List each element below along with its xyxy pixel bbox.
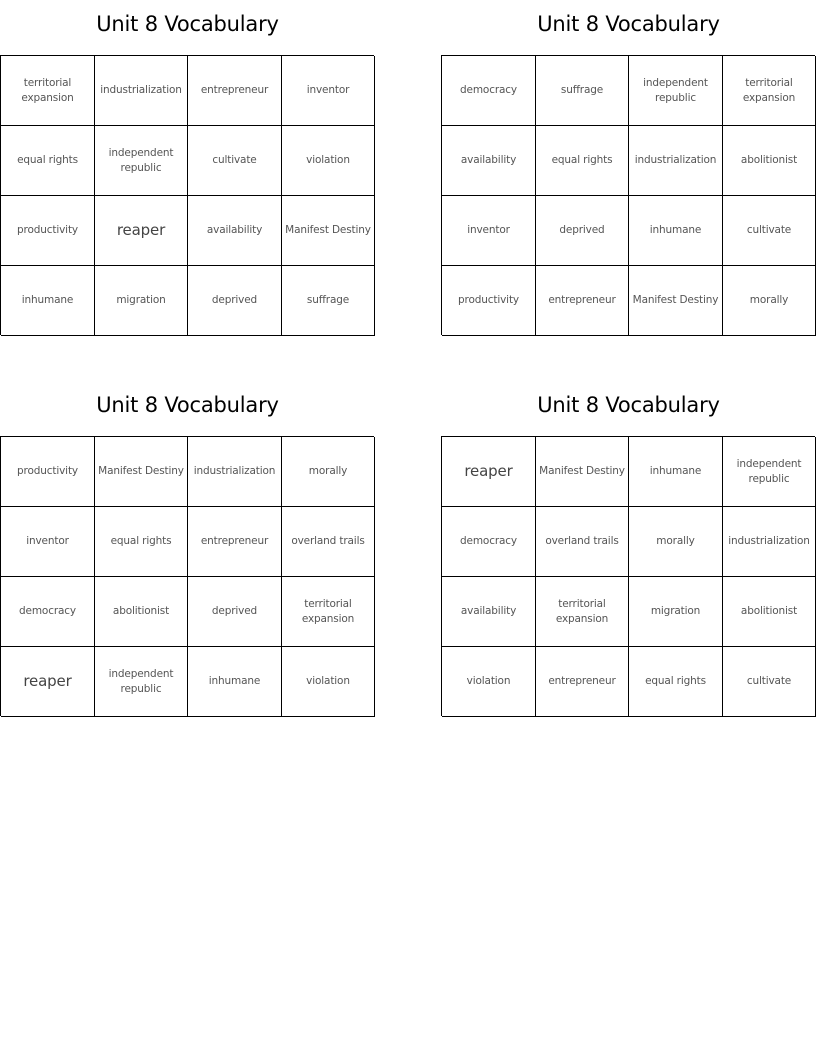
grid-cell: Manifest Destiny xyxy=(95,437,188,507)
grid-cell: migration xyxy=(95,266,188,336)
grid-cell: industrialization xyxy=(723,507,816,577)
grid-cell: availability xyxy=(442,126,536,196)
grid-cell: productivity xyxy=(442,266,536,336)
grid-cell-free-word: reaper xyxy=(1,647,95,717)
grid-cell: territorial expansion xyxy=(1,56,95,126)
grid-cell: democracy xyxy=(1,577,95,647)
grid-cell: industrialization xyxy=(188,437,282,507)
grid-cell: cultivate xyxy=(723,196,816,266)
grid-cell: inventor xyxy=(442,196,536,266)
grid-cell: industrialization xyxy=(95,56,188,126)
grid-cell: cultivate xyxy=(188,126,282,196)
grid-cell: inhumane xyxy=(629,196,723,266)
grid-cell-free-word: reaper xyxy=(95,196,188,266)
grid-cell: availability xyxy=(188,196,282,266)
grid-cell: territorial expansion xyxy=(536,577,629,647)
grid-cell: inventor xyxy=(282,56,375,126)
grid-cell: violation xyxy=(282,126,375,196)
grid-cell: inventor xyxy=(1,507,95,577)
bingo-grid xyxy=(0,55,374,335)
bingo-grid xyxy=(441,436,815,716)
grid-cell: suffrage xyxy=(282,266,375,336)
card-title: Unit 8 Vocabulary xyxy=(96,12,279,36)
card-title: Unit 8 Vocabulary xyxy=(96,393,279,417)
card-title: Unit 8 Vocabulary xyxy=(537,12,720,36)
grid-cell: independent republic xyxy=(95,647,188,717)
grid-cell: violation xyxy=(282,647,375,717)
grid-cell: productivity xyxy=(1,437,95,507)
grid-cell: equal rights xyxy=(1,126,95,196)
grid-cell: suffrage xyxy=(536,56,629,126)
bingo-card-1 xyxy=(0,0,375,340)
grid-cell: overland trails xyxy=(282,507,375,577)
bingo-card-3 xyxy=(0,381,375,721)
grid-cell: Manifest Destiny xyxy=(282,196,375,266)
grid-cell: independent republic xyxy=(629,56,723,126)
grid-cell: abolitionist xyxy=(723,126,816,196)
grid-cell: overland trails xyxy=(536,507,629,577)
bingo-card-2 xyxy=(441,0,816,340)
bingo-grid xyxy=(0,436,374,716)
grid-cell: equal rights xyxy=(536,126,629,196)
grid-cell: entrepreneur xyxy=(188,507,282,577)
grid-cell: abolitionist xyxy=(95,577,188,647)
grid-cell: industrialization xyxy=(629,126,723,196)
grid-cell: productivity xyxy=(1,196,95,266)
grid-cell: violation xyxy=(442,647,536,717)
grid-cell: democracy xyxy=(442,56,536,126)
grid-cell: entrepreneur xyxy=(536,266,629,336)
grid-cell: Manifest Destiny xyxy=(536,437,629,507)
grid-cell: deprived xyxy=(188,577,282,647)
grid-cell: inhumane xyxy=(1,266,95,336)
grid-cell: cultivate xyxy=(723,647,816,717)
bingo-grid xyxy=(441,55,815,335)
grid-cell: deprived xyxy=(188,266,282,336)
grid-cell: morally xyxy=(629,507,723,577)
grid-cell: entrepreneur xyxy=(188,56,282,126)
grid-cell: morally xyxy=(723,266,816,336)
grid-cell: democracy xyxy=(442,507,536,577)
grid-cell: equal rights xyxy=(95,507,188,577)
grid-cell: Manifest Destiny xyxy=(629,266,723,336)
grid-cell: independent republic xyxy=(723,437,816,507)
grid-cell-free-word: reaper xyxy=(442,437,536,507)
grid-cell: morally xyxy=(282,437,375,507)
grid-cell: inhumane xyxy=(188,647,282,717)
grid-cell: territorial expansion xyxy=(723,56,816,126)
grid-cell: migration xyxy=(629,577,723,647)
grid-cell: inhumane xyxy=(629,437,723,507)
bingo-card-4 xyxy=(441,381,816,721)
grid-cell: deprived xyxy=(536,196,629,266)
grid-cell: independent republic xyxy=(95,126,188,196)
grid-cell: availability xyxy=(442,577,536,647)
grid-cell: equal rights xyxy=(629,647,723,717)
grid-cell: abolitionist xyxy=(723,577,816,647)
grid-cell: territorial expansion xyxy=(282,577,375,647)
card-title: Unit 8 Vocabulary xyxy=(537,393,720,417)
grid-cell: entrepreneur xyxy=(536,647,629,717)
